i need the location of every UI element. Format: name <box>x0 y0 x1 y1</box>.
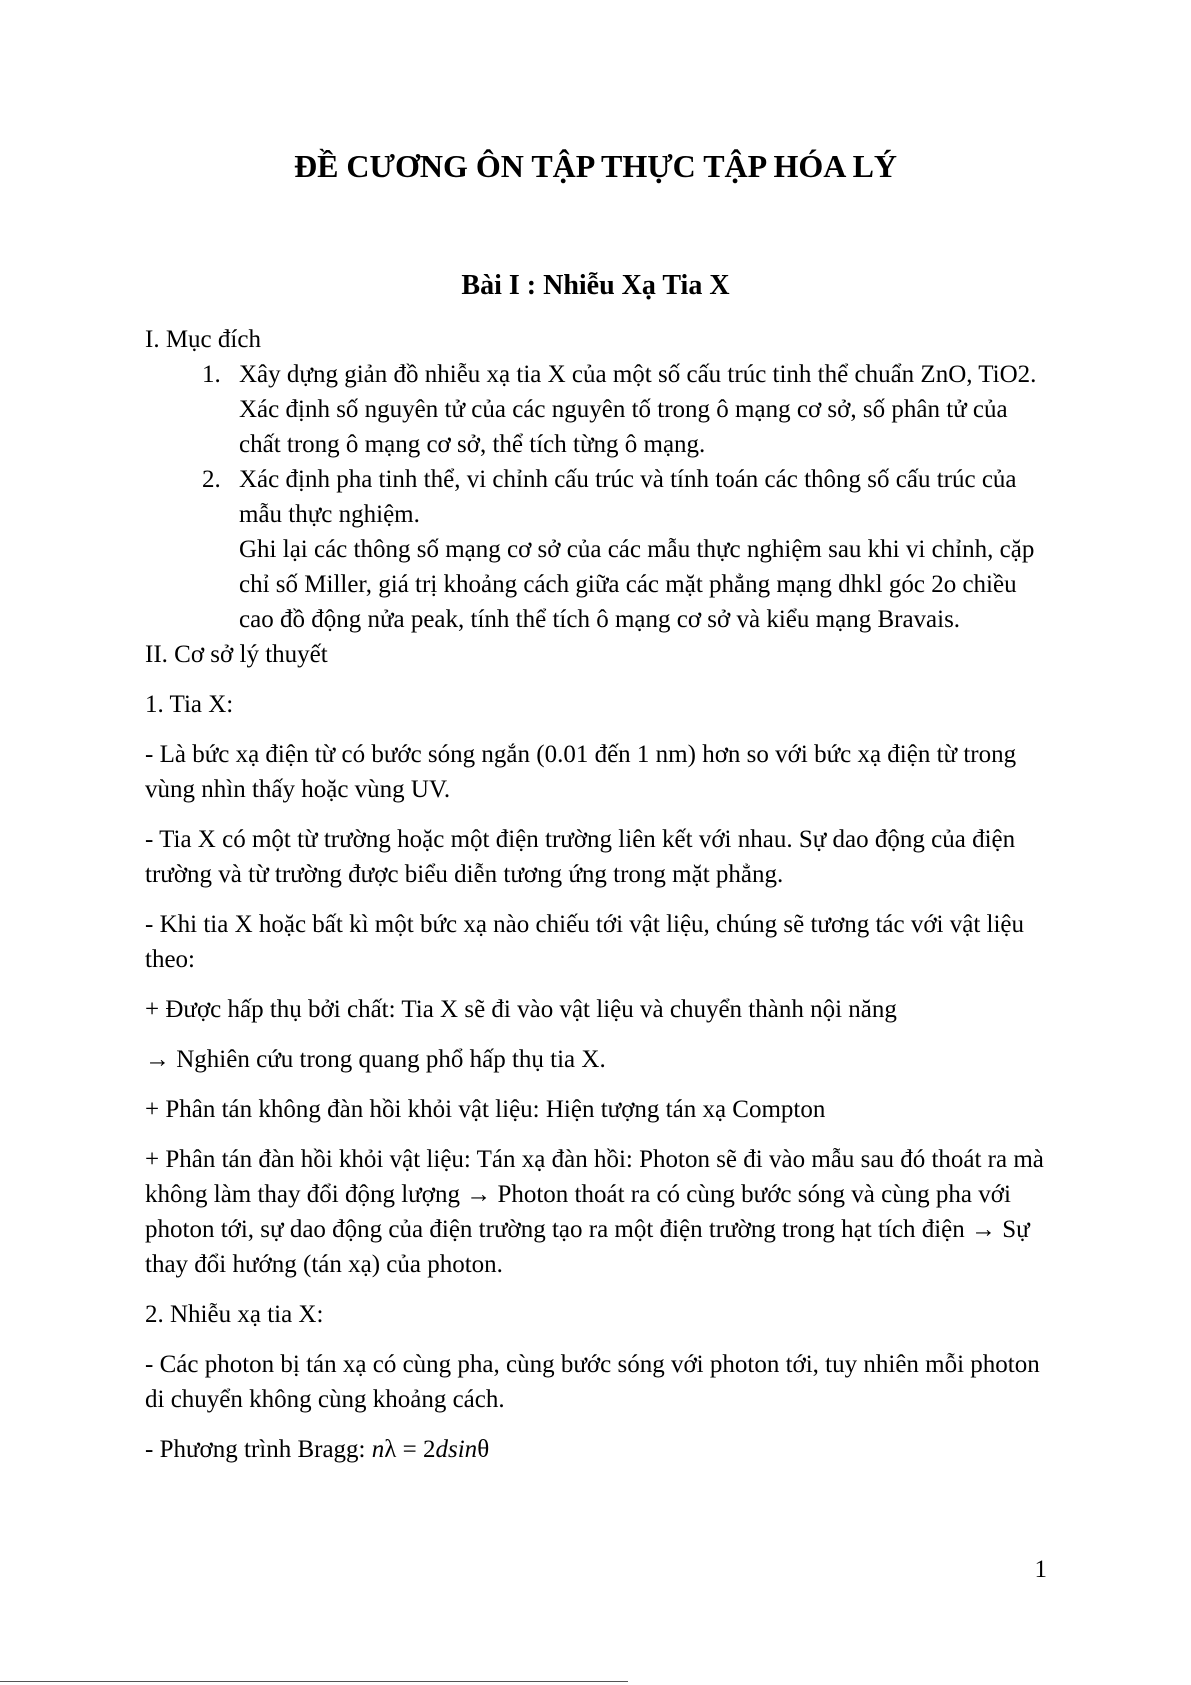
list-item <box>145 462 1045 637</box>
paragraph: → Nghiên cứu trong quang phổ hấp thụ tia X. <box>145 1046 606 1073</box>
page-number: 1 <box>1034 1556 1047 1583</box>
list-item <box>145 357 1045 462</box>
page-title: ĐỀ CƯƠNG ÔN TẬP THỰC TẬP HÓA LÝ <box>293 148 898 184</box>
section-heading-purpose: I. Mục đích <box>145 326 261 353</box>
paragraph: + Phân tán không đàn hồi khỏi vật liệu: Hiện tượng tán xạ Compton <box>145 1096 826 1123</box>
objectives-list <box>145 357 1045 637</box>
list-item-text: Xây dựng giản đồ nhiễu xạ tia X của một số cấu trúc tinh thể chuẩn ZnO, TiO2. Xác định số nguyên tử của các nguyên tố trong ô mạng cơ sở, số phân tử của chất trong ô mạng cơ sở, thể tích từng ô mạng. <box>239 361 1037 458</box>
subsection-heading: 2. Nhiễu xạ tia X: <box>145 1301 324 1328</box>
paragraph: - Tia X có một từ trường hoặc một điện trường liên kết với nhau. Sự dao động của điện trường và từ trường được biểu diễn tương ứng trong mặt phẳng. <box>145 826 1016 888</box>
document-body <box>145 322 1045 1482</box>
lesson-title: Bài I : Nhiễu Xạ Tia X <box>461 270 730 301</box>
bragg-equation <box>145 1432 1045 1467</box>
list-item-text: Ghi lại các thông số mạng cơ sở của các mẫu thực nghiệm sau khi vi chỉnh, cặp chỉ số Miller, giá trị khoảng cách giữa các mặt phẳng mạng dhkl góc 2o chiều cao đồ động nửa peak, tính thể tích ô mạng cơ sở và kiểu mạng Bravais. <box>239 536 1035 633</box>
subsection-heading: 1. Tia X: <box>145 691 234 718</box>
section-heading-theory: II. Cơ sở lý thuyết <box>145 641 328 668</box>
list-item-text: Xác định pha tinh thể, vi chỉnh cấu trúc và tính toán các thông số cấu trúc của mẫu thực nghiệm. <box>239 466 1017 528</box>
bragg-theta: θ <box>477 1436 490 1463</box>
paragraph: - Các photon bị tán xạ có cùng pha, cùng bước sóng với photon tới, tuy nhiên mỗi photon di chuyển không cùng khoảng cách. <box>145 1351 1040 1413</box>
bragg-equals: = 2 <box>396 1436 436 1463</box>
list-item-number: 2. <box>202 466 221 493</box>
bragg-dsin: dsin <box>435 1436 478 1463</box>
bragg-lambda: λ <box>384 1436 397 1463</box>
paragraph: + Phân tán đàn hồi khỏi vật liệu: Tán xạ đàn hồi: Photon sẽ đi vào mẫu sau đó thoát ra mà không làm thay đổi động lượng → Photon thoát ra có cùng bước sóng và cùng pha với photon tới, sự dao động của điện trường tạo ra một điện trường trong hạt tích điện → Sự thay đổi hướng (tán xạ) của photon. <box>145 1146 1044 1278</box>
bragg-label: - Phương trình Bragg: <box>145 1436 372 1463</box>
list-item-number: 1. <box>202 361 221 388</box>
paragraph: - Khi tia X hoặc bất kì một bức xạ nào chiếu tới vật liệu, chúng sẽ tương tác với vật liệu theo: <box>145 911 1025 973</box>
paragraph: - Là bức xạ điện từ có bước sóng ngắn (0.01 đến 1 nm) hơn so với bức xạ điện từ trong vùng nhìn thấy hoặc vùng UV. <box>145 741 1017 803</box>
bragg-n: n <box>371 1436 385 1463</box>
footer-rule <box>0 1681 628 1682</box>
paragraph: + Được hấp thụ bởi chất: Tia X sẽ đi vào vật liệu và chuyển thành nội năng <box>145 996 897 1023</box>
